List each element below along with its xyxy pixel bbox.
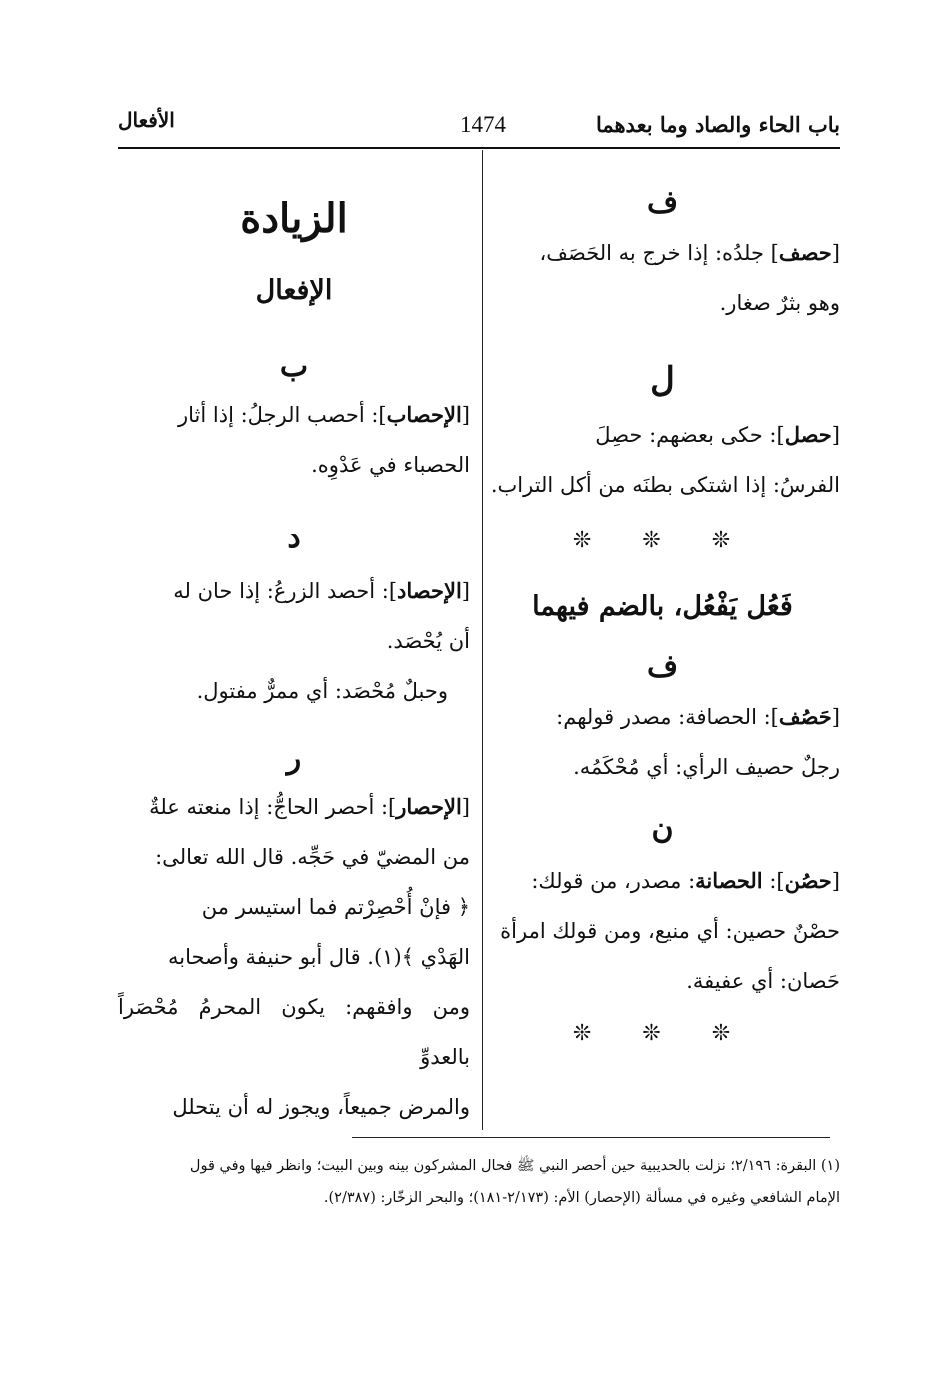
footnote-rule [352,1137,830,1138]
headword: حَصُف [778,704,832,729]
letter-heading-fa: ف [646,649,679,684]
entry-line [485,410,840,460]
entry-line: الحصباء في عَدْوِه. [311,453,470,477]
entry-text: ]: الحصافة: مصدر قولهم: [556,705,779,729]
letter-heading-ra: ر [286,741,302,776]
left-column [118,150,470,1132]
entry-text: ]: حكى بعضهم: حصِلَ [595,423,785,447]
entry-ihsad [118,566,470,716]
entry-line: ومن وافقهم: يكون المحرمُ مُحْصَراً بالعدوِّ [118,995,470,1069]
entry-line [485,228,840,278]
letter-heading-dal: د [287,520,301,555]
entry-line: حَصان: أي عفيفة. [686,969,840,993]
header-rule [118,147,840,149]
headword: الإحصار [396,794,462,819]
headword: حصل [784,422,832,447]
entry-line [118,782,470,832]
entry-ihsab [118,390,470,490]
entry-hasun [485,856,840,1006]
headword: الإحصاد [397,578,462,603]
letter-heading-fa: ف [646,185,679,220]
entry-line: من المضيّ في حَجِّه. قال الله تعالى: [155,845,470,869]
entry-ihsar [118,782,470,1132]
entry-text: ]: أحصد الزرعُ: إذا حان له [173,579,398,603]
section-separator: ❊ ❊ ❊ [572,1021,753,1046]
entry-text: ]: أحصر الحاجُّ: إذا منعته علةٌ [149,795,397,819]
bracket: [ [461,795,470,819]
entry-line: والمرض جميعاً، ويجوز له أن يتحلل [172,1095,470,1119]
entry-line: ﴿ فإنْ أُحْصِرْتم فما استيسر من [201,895,470,919]
entry-line [118,566,470,616]
bracket: [ [831,705,840,729]
bracket: [ [831,241,840,265]
headword: حصف [778,240,832,265]
entry-hasal [485,410,840,510]
column-divider [482,150,483,1130]
letter-heading-ba: ب [279,349,309,384]
chapter-title: باب الحاء والصاد وما بعدهما [595,112,840,137]
entry-hasaf [485,228,840,328]
headword: حصُن [784,868,832,893]
headword: الإحصاب [386,402,462,427]
entry-line: الفرسُ: إذا اشتكى بطنَه من أكل التراب. [490,473,840,497]
pattern-heading: فَعُل يَفْعُل، بالضم فيهما [532,591,793,622]
entry-hasuf [485,692,840,792]
subword: الحصانة [695,868,763,893]
footnote [120,1150,840,1214]
running-header [118,108,840,148]
entry-line [485,856,840,906]
entry-line: حصْنٌ حصين: أي منيع، ومن قولك امرأة [500,919,840,943]
entry-line [118,390,470,440]
bracket: [ [461,579,470,603]
entry-text: : مصدر، من قولك: [531,869,696,893]
entry-line [485,692,840,742]
right-column [485,150,840,1062]
entry-text: ] جلدُه: إذا خرج به الحَصَف، [539,241,779,265]
entry-line: وهو بثرٌ صغار. [719,291,840,315]
bracket: [ [831,869,840,893]
section-title: الأفعال [118,108,175,132]
page-number: 1474 [460,112,506,137]
letter-heading-nun: ن [651,811,674,846]
bracket: [ [831,423,840,447]
entry-line: أن يُحْصَد. [386,629,470,653]
entry-line: الهَدْي ﴾(١). قال أبو حنيفة وأصحابه [167,945,470,969]
entry-text: ]: أحصب الرجلُ: إذا أثار [177,403,387,427]
afal-heading: الإفعال [255,275,333,306]
entry-line: وحبلٌ مُحْصَد: أي ممرٌّ مفتول. [196,679,448,703]
ziyada-heading: الزيادة [240,195,348,242]
footnote-line: (١) البقرة: ٢/١٩٦؛ نزلت بالحديبية حين أحصر النبي ﷺ فحال المشركون بينه وبين البيت؛ وانظر فيها وفي قول [189,1158,840,1174]
bracket: [ [461,403,470,427]
entry-line: رجلٌ حصيف الرأي: أي مُحْكَمُه. [573,755,840,779]
letter-heading-lam: ل [650,360,675,400]
footnote-line: الإمام الشافعي وغيره في مسألة (الإحصار) الأم: (٢/١٧٣-١٨١)؛ والبحر الزخّار: (٢/٣٨٧). [323,1190,840,1206]
section-separator: ❊ ❊ ❊ [572,528,753,553]
entry-text: ]: [762,869,785,893]
